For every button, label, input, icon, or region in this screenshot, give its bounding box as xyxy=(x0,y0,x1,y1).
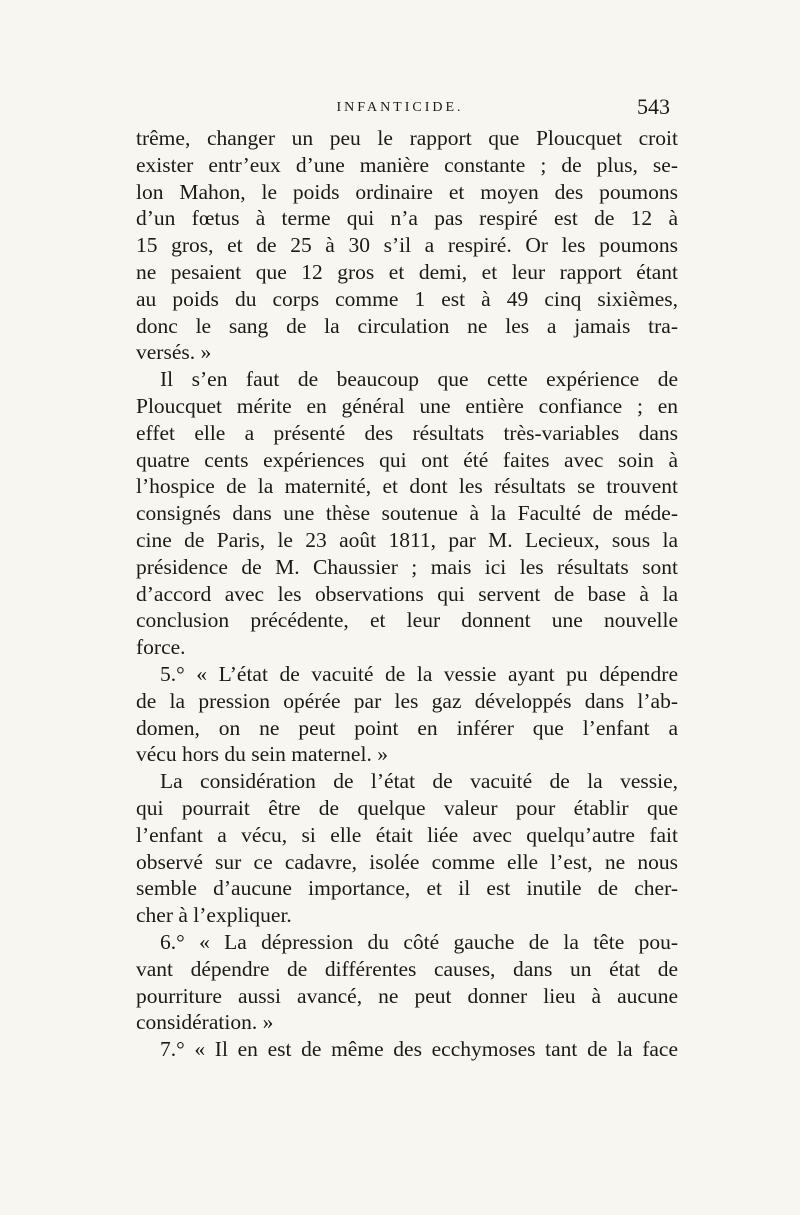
text-line: de la pression opérée par les gaz développés dans l’ab- xyxy=(136,688,678,713)
text-line: l’enfant a vécu, si elle était liée avec quelqu’autre fait xyxy=(136,822,678,847)
text-line: donc le sang de la circulation ne les a jamais tra- xyxy=(136,313,678,338)
text-line: 5.° « L’état de vacuité de la vessie ayant pu dépendre xyxy=(160,661,678,686)
text-line: présidence de M. Chaussier ; mais ici les résultats sont xyxy=(136,554,678,579)
running-title: INFANTICIDE. xyxy=(336,100,464,115)
text-line: ne pesaient que 12 gros et demi, et leur rapport étant xyxy=(136,259,678,284)
text-line: d’accord avec les observations qui servent de base à la xyxy=(136,581,678,606)
text-line: l’hospice de la maternité, et dont les résultats se trouvent xyxy=(136,474,678,499)
text-line: conclusion précédente, et leur donnent une nouvelle xyxy=(136,608,678,633)
text-line: cine de Paris, le 23 août 1811, par M. Lecieux, sous la xyxy=(136,527,678,552)
text-line: trême, changer un peu le rapport que Ploucquet croit xyxy=(136,126,678,150)
text-line: cher à l’expliquer. xyxy=(136,903,292,928)
text-line: 7.° « Il en est de même des ecchymoses tant de la face xyxy=(160,1037,678,1062)
text-line: versés. » xyxy=(136,340,212,365)
text-line: considération. » xyxy=(136,1010,274,1035)
text-line: pourriture aussi avancé, ne peut donner lieu à aucune xyxy=(136,983,678,1008)
text-line: 15 gros, et de 25 à 30 s’il a respiré. Or les poumons xyxy=(136,233,678,258)
text-line: vant dépendre de différentes causes, dans un état de xyxy=(136,956,678,981)
text-line: domen, on ne peut point en inférer que l’enfant a xyxy=(136,715,678,740)
text-line: observé sur ce cadavre, isolée comme elle l’est, ne nous xyxy=(136,849,678,874)
text-line: La considération de l’état de vacuité de la vessie, xyxy=(160,769,678,794)
text-line: vécu hors du sein maternel. » xyxy=(136,742,388,767)
text-line: force. xyxy=(136,635,186,660)
body-text xyxy=(136,125,678,1063)
text-line: semble d’aucune importance, et il est inutile de cher- xyxy=(136,876,678,901)
running-head xyxy=(130,94,670,122)
text-line: quatre cents expériences qui ont été faites avec soin à xyxy=(136,447,678,472)
text-line: exister entr’eux d’une manière constante ; de plus, se- xyxy=(136,152,678,177)
text-line: Ploucquet mérite en général une entière confiance ; en xyxy=(136,393,678,418)
text-line: au poids du corps comme 1 est à 49 cinq sixièmes, xyxy=(136,286,678,311)
text-line: qui pourrait être de quelque valeur pour établir que xyxy=(136,795,678,820)
text-line: lon Mahon, le poids ordinaire et moyen des poumons xyxy=(136,179,678,204)
page-number: 543 xyxy=(637,94,670,119)
text-line: Il s’en faut de beaucoup que cette expérience de xyxy=(160,367,678,392)
text-line: effet elle a présenté des résultats très-variables dans xyxy=(136,420,678,445)
text-line: d’un fœtus à terme qui n’a pas respiré est de 12 à xyxy=(136,206,678,231)
text-line: 6.° « La dépression du côté gauche de la tête pou- xyxy=(160,929,678,954)
text-line: consignés dans une thèse soutenue à la Faculté de méde- xyxy=(136,501,678,526)
